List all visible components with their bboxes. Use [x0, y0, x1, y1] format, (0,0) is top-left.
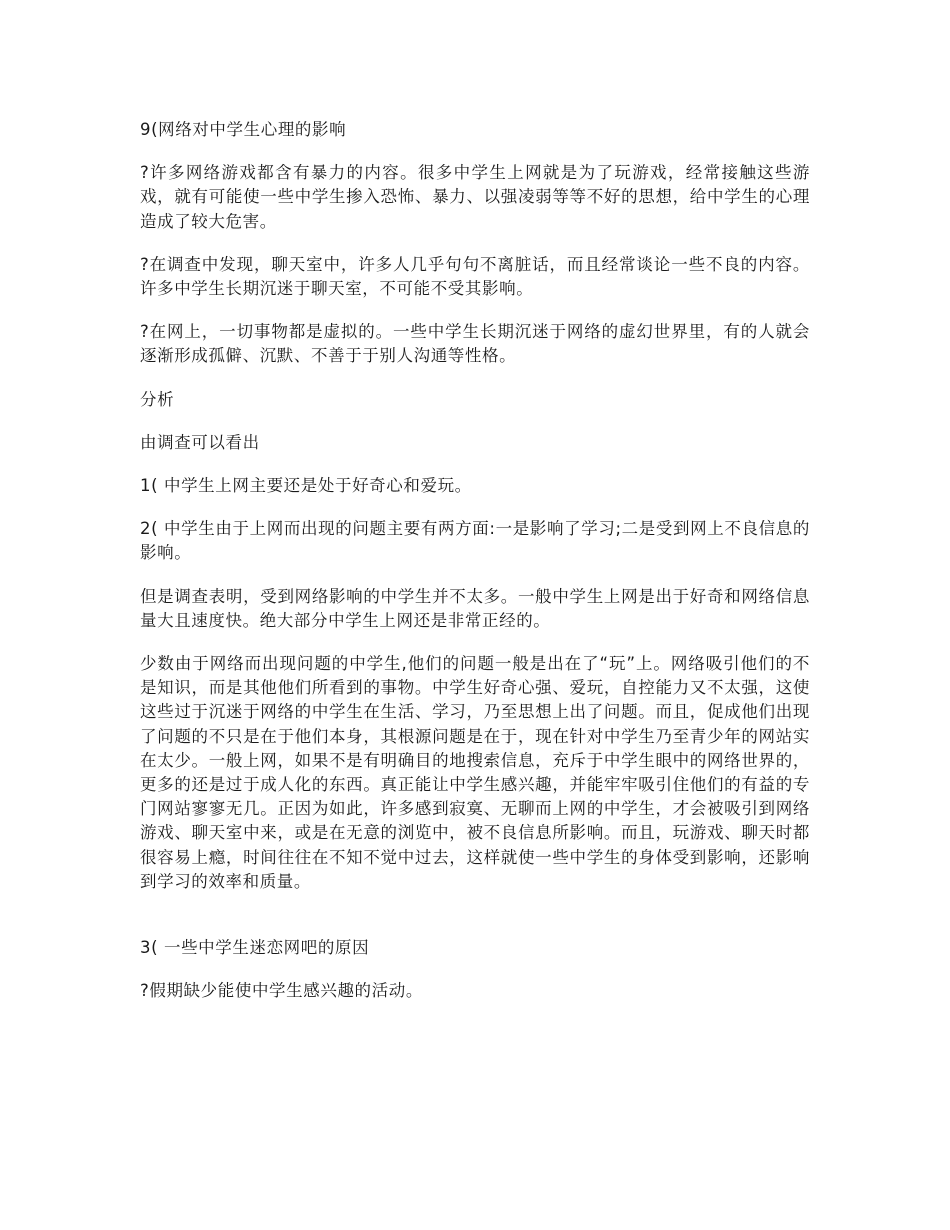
paragraph-chatroom: ?在调查中发现，聊天室中，许多人几乎句句不离脏话，而且经常谈论一些不良的内容。许多中学生长期沉迷于聊天室，不可能不受其影响。	[140, 254, 810, 299]
paragraph-survey-result: 但是调查表明，受到网络影响的中学生并不太多。一般中学生上网是出于好奇和网络信息量大且速度快。绝大部分中学生上网还是非常正经的。	[140, 586, 810, 630]
paragraph-survey-intro: 由调查可以看出	[140, 432, 260, 452]
paragraph-holiday-activities: ?假期缺少能使中学生感兴趣的活动。	[140, 981, 423, 1001]
section-heading-analysis: 分析	[140, 389, 175, 409]
paragraph-virtual-world: ?在网上，一切事物都是虚拟的。一些中学生长期沉迷于网络的虚幻世界里，有的人就会逐渐形成孤僻、沉默、不善于于别人沟通等性格。	[140, 322, 810, 366]
list-item-1: 1( 中学生上网主要还是处于好奇心和爱玩。	[140, 476, 472, 496]
document-page	[140, 118, 810, 1022]
paragraph-violence: ?许多网络游戏都含有暴力的内容。很多中学生上网就是为了玩游戏，经常接触这些游戏，就有可能使一些中学生掺入恐怖、暴力、以强凌弱等等不好的思想，给中学生的心理造成了较大危害。	[140, 163, 810, 231]
paragraph-minority-analysis: 少数由于网络而出现问题的中学生,他们的问题一般是出在了“玩”上。网络吸引他们的不是知识，而是其他他们所看到的事物。中学生好奇心强、爱玩，自控能力又不太强，这使这些过于沉迷于网络的中学生在生活、学习，乃至思想上出了问题。而且，促成他们出现了问题的不只是在于他们本身，其根源问题是在于，现在针对中学生乃至青少年的网站实在太少。一般上网，如果不是有明确目的地搜索信息，充斥于中学生眼中的网络世界的，更多的还是过于成人化的东西。真正能让中学生感兴趣，并能牢牢吸引住他们的有益的专门网站寥寥无几。正因为如此，许多感到寂寞、无聊而上网的中学生，才会被吸引到网络游戏、聊天室中来，或是在无意的浏览中，被不良信息所影响。而且，玩游戏、聊天时都很容易上瘾，时间往往在不知不觉中过去，这样就使一些中学生的身体受到影响，还影响到学习的效率和质量。	[140, 654, 810, 891]
list-item-2: 2( 中学生由于上网而出现的问题主要有两方面:一是影响了学习;二是受到网上不良信息的影响。	[140, 519, 810, 563]
section-heading-psychology: 9(网络对中学生心理的影响	[140, 120, 347, 139]
list-item-3: 3( 一些中学生迷恋网吧的原因	[140, 938, 370, 958]
